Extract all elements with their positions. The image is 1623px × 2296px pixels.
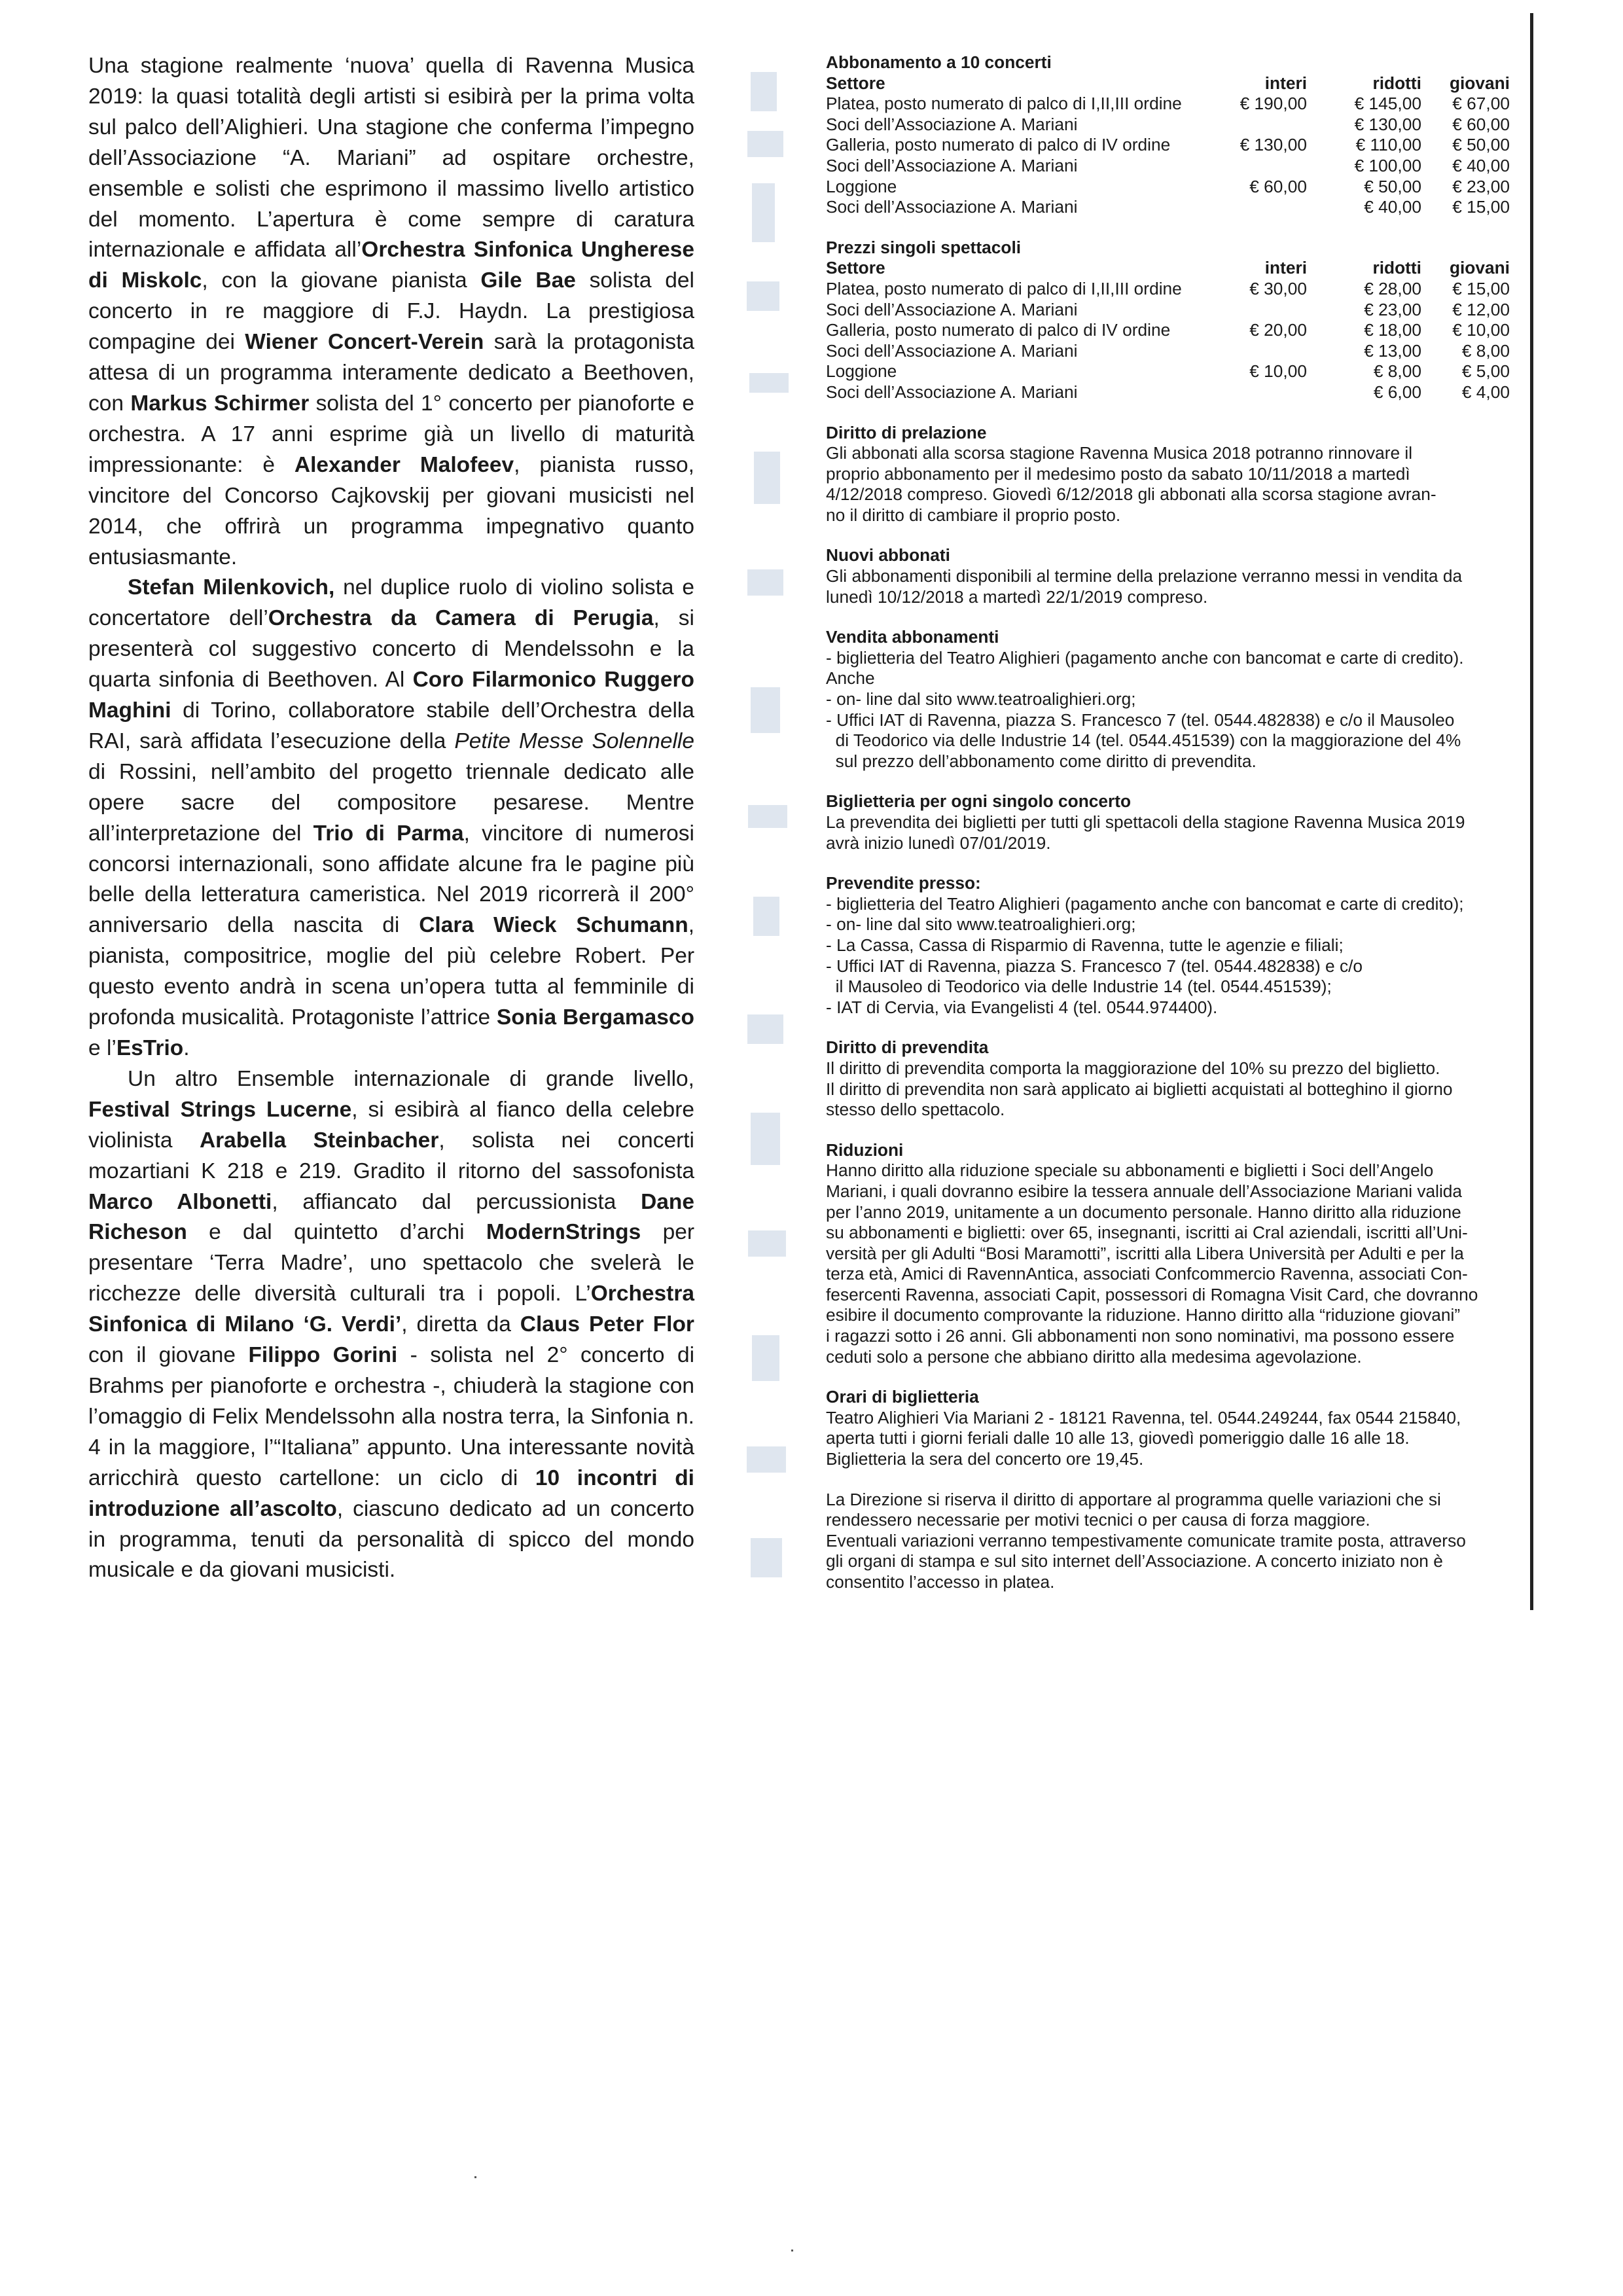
price-cell: € 67,00 <box>1452 94 1510 114</box>
price-cell <box>1212 300 1307 321</box>
info-section <box>826 545 1546 607</box>
price-cell: € 50,00 <box>1452 135 1510 155</box>
price-cell: € 50,00 <box>1364 176 1421 196</box>
section-line: - IAT di Cervia, via Evangelisti 4 (tel. 0544.974400). <box>826 997 1218 1017</box>
price-cell: € 23,00 <box>1364 299 1421 319</box>
text-run: , diretta da <box>401 1312 520 1337</box>
table-row <box>826 135 1546 156</box>
artist-name: Sonia Bergamasco <box>496 1005 694 1030</box>
price-cell: € 130,00 <box>1240 135 1307 155</box>
price-cell: € 60,00 <box>1452 114 1510 134</box>
artist-name: Gile Bae <box>480 268 576 293</box>
price-cell: € 18,00 <box>1364 320 1421 340</box>
price-cell: € 110,00 <box>1355 135 1421 155</box>
price-cell: € 10,00 <box>1249 361 1307 382</box>
section-line: aperta tutti i giorni feriali dalle 10 alle 13, giovedì pomeriggio dalle 16 alle 18. <box>826 1428 1410 1448</box>
artist-name: Wiener Concert-Verein <box>245 330 484 355</box>
text-run: e l’ <box>88 1036 116 1060</box>
info-section <box>826 1037 1546 1120</box>
section-line: - Uffici IAT di Ravenna, piazza S. Francesco 7 (tel. 0544.482838) e c/o <box>826 956 1363 976</box>
info-section <box>826 873 1546 1018</box>
text-run: , pianista, compositrice, moglie del più celebre Robert. Per questo evento andrà in scena un’opera tutta al femminile di profonda musicalità. Protagoniste l’attrice <box>88 913 694 1030</box>
section-line: ceduti solo a persone che abbiano diritto alla medesima agevolazione. <box>826 1346 1362 1367</box>
table-row <box>826 279 1546 300</box>
sector-cell: Soci dell’Associazione A. Mariani <box>826 155 1078 175</box>
sector-cell: Galleria, posto numerato di palco di IV ordine <box>826 320 1171 340</box>
text-run: di Torino, collaboratore stabile dell’Orchestra della RAI, sarà affidata l’esecuzione della <box>88 698 694 753</box>
price-cell: € 6,00 <box>1373 382 1421 402</box>
artist-name: Orchestra da Camera di Perugia <box>268 606 654 631</box>
section-line: terza età, Amici di RavennAntica, associati Confcommercio Ravenna, associati Con- <box>826 1264 1468 1284</box>
intro-paragraph <box>88 1064 694 1586</box>
info-section <box>826 1490 1546 1593</box>
prezzi-table <box>826 258 1546 403</box>
section-line: Gli abbonati alla scorsa stagione Ravenna Musica 2018 potranno rinnovare il <box>826 443 1413 463</box>
artist-name: Orchestra Sinfonica di Milano ‘G. Verdi’ <box>88 1282 694 1337</box>
section-line: gli organi di stampa e sul sito internet dell’Associazione. A concerto iniziato non è <box>826 1551 1443 1571</box>
sector-cell: Loggione <box>826 361 897 382</box>
text-run: di Rossini, nell’ambito del progetto triennale dedicato alle opere sacre del compositore pesarese. Mentre all’interpretazione del <box>88 759 694 846</box>
section-line: - Uffici IAT di Ravenna, piazza S. Francesco 7 (tel. 0544.482838) e c/o il Mausoleo <box>826 709 1455 730</box>
section-line: Gli abbonamenti disponibili al termine della prelazione verranno messi in vendita da <box>826 566 1463 586</box>
scan-speck <box>474 2176 476 2178</box>
section-line: 4/12/2018 compreso. Giovedì 6/12/2018 gli abbonati alla scorsa stagione avran- <box>826 484 1436 505</box>
artist-name: Filippo Gorini <box>248 1343 398 1368</box>
info-sections <box>826 423 1546 1593</box>
price-cell <box>1212 341 1307 362</box>
text-run: , pianista russo, vincitore del Concorso Cajkovskij per giovani musicisti nel 2014, che offrirà un programma impegnativo quanto entusiasmante. <box>88 452 694 569</box>
section-line: il Mausoleo di Teodorico via delle Industrie 14 (tel. 0544.451539); <box>826 977 1332 997</box>
price-cell: € 15,00 <box>1452 278 1510 298</box>
section-line: fesercenti Ravenna, associati Capit, possessori di Romagna Visit Card, che dovranno <box>826 1284 1478 1304</box>
sector-cell: Soci dell’Associazione A. Mariani <box>826 299 1078 319</box>
section-line: di Teodorico via delle Industrie 14 (tel. 0544.451539) con la maggiorazione del 4% <box>826 730 1461 751</box>
section-line: - biglietteria del Teatro Alighieri (pagamento anche con bancomat e carte di credito); <box>826 893 1464 914</box>
price-cell: € 20,00 <box>1249 320 1307 340</box>
sector-cell: Soci dell’Associazione A. Mariani <box>826 114 1078 134</box>
text-run: , si presenterà col suggestivo concerto di Mendelssohn e la quarta sinfonia di Beethoven. Al <box>88 606 694 692</box>
price-cell: € 4,00 <box>1461 382 1510 402</box>
price-cell: € 30,00 <box>1249 278 1307 298</box>
artist-name: Claus Peter Flor <box>520 1312 694 1337</box>
artist-name: Trio di Parma <box>313 821 464 846</box>
sector-cell: Soci dell’Associazione A. Mariani <box>826 382 1078 402</box>
section-line: no il diritto di cambiare il proprio posto. <box>826 505 1121 525</box>
table-row <box>826 156 1546 177</box>
price-cell: € 12,00 <box>1452 299 1510 319</box>
artist-name: Marco Albonetti <box>88 1189 272 1214</box>
abbonamento-section <box>826 52 1546 218</box>
section-line: La Direzione si riserva il diritto di apportare al programma quelle variazioni che si <box>826 1489 1441 1509</box>
artist-name: Markus Schirmer <box>130 391 310 416</box>
section-line: su abbonamenti e biglietti: over 65, insegnanti, iscritti ai Cral aziendali, iscritti all’Uni- <box>826 1223 1468 1243</box>
price-cell: € 28,00 <box>1364 278 1421 298</box>
section-line: Hanno diritto alla riduzione speciale su abbonamenti e biglietti i Soci dell’Angelo <box>826 1160 1434 1181</box>
section-line: i ragazzi sotto i 26 anni. Gli abbonamenti non sono nominativi, ma possono essere <box>826 1326 1455 1346</box>
price-cell <box>1212 115 1307 135</box>
section-title: Riduzioni <box>826 1139 904 1160</box>
sector-cell: Galleria, posto numerato di palco di IV ordine <box>826 135 1171 155</box>
text-run: , vincitore di numerosi concorsi internazionali, sono affidate alcune fra le pagine più belle della letteratura cameristica. Nel 2019 ricorrerà il 200° anniversario della nascita di <box>88 821 695 938</box>
price-cell: € 40,00 <box>1364 197 1421 217</box>
column-header: interi <box>1264 258 1307 278</box>
section-line: La prevendita dei biglietti per tutti gli spettacoli della stagione Ravenna Musica 2019 <box>826 812 1465 832</box>
price-cell: € 100,00 <box>1354 155 1421 175</box>
sector-cell: Platea, posto numerato di palco di I,II,III ordine <box>826 278 1182 298</box>
text-run: . <box>183 1036 190 1060</box>
price-cell: € 40,00 <box>1452 155 1510 175</box>
text-run: solista del concerto in re maggiore di F.J. Haydn. La prestigiosa compagine dei <box>88 268 694 355</box>
info-section <box>826 423 1546 526</box>
section-line: - La Cassa, Cassa di Risparmio di Ravenna, tutte le agenzie e filiali; <box>826 935 1344 955</box>
left-column <box>88 51 694 1586</box>
artist-name: ModernStrings <box>486 1220 641 1245</box>
text-run: per presentare ‘Terra Madre’, uno spettacolo che svelerà le ricchezze delle diversità culturali tra i popoli. L’ <box>88 1220 694 1306</box>
table-header-row <box>826 258 1546 279</box>
table-row <box>826 177 1546 198</box>
section-line: Eventuali variazioni verranno tempestivamente comunicate tramite posta, attraverso <box>826 1530 1466 1551</box>
price-cell: € 8,00 <box>1461 340 1510 361</box>
text-run: nel duplice ruolo di violino solista e concertatore dell’ <box>88 575 694 631</box>
price-cell: € 8,00 <box>1373 361 1421 382</box>
table-row <box>826 320 1546 341</box>
text-run: con il giovane <box>88 1343 249 1368</box>
section-line: esibire il documento comprovante la riduzione. Hanno diritto alla “riduzione giovani” <box>826 1305 1461 1325</box>
text-run: , ciascuno dedicato ad un concerto in programma, tenuti da personalità di spicco del mondo musicale e da giovani musicisti. <box>88 1496 694 1583</box>
section-line: Il diritto di prevendita non sarà applicato ai biglietti acquistati al botteghino il giorno <box>826 1079 1453 1099</box>
text-run: sarà la protagonista attesa di un programma interamente dedicato a Beethoven, con <box>88 330 695 416</box>
price-cell <box>1212 382 1307 403</box>
section-line: Il diritto di prevendita comporta la maggiorazione del 10% su prezzo del biglietto. <box>826 1058 1440 1078</box>
scan-speck <box>791 2250 793 2251</box>
section-line: Biglietteria la sera del concerto ore 19,45. <box>826 1449 1144 1469</box>
column-header: giovani <box>1449 258 1510 278</box>
section-line: Mariani, i quali dovranno esibire la tessera annuale dell’Associazione Mariani valida <box>826 1181 1463 1201</box>
text-run: - solista nel 2° concerto di Brahms per pianoforte e orchestra -, chiuderà la stagione con l’omaggio di Felix Mendelssohn alla nostra terra, la Sinfonia n. 4 in la maggiore, l’“Italiana” appunto. Una interessante novità arricchirà questo cartellone: un ciclo di <box>88 1343 695 1490</box>
info-section <box>826 1387 1546 1469</box>
artist-name: EsTrio <box>116 1036 184 1060</box>
price-cell: € 15,00 <box>1452 197 1510 217</box>
price-cell: € 130,00 <box>1354 114 1421 134</box>
text-run: Petite Messe Solennelle <box>454 728 694 753</box>
text-run: e dal quintetto d’archi <box>187 1220 486 1245</box>
intro-paragraph <box>88 573 694 1064</box>
sector-cell: Soci dell’Associazione A. Mariani <box>826 340 1078 361</box>
abbonamento-title: Abbonamento a 10 concerti <box>826 52 1052 72</box>
sector-cell: Platea, posto numerato di palco di I,II,III ordine <box>826 94 1182 114</box>
table-row <box>826 197 1546 218</box>
sector-cell: Soci dell’Associazione A. Mariani <box>826 197 1078 217</box>
artist-name: Coro Filarmonico Ruggero Maghini <box>88 668 694 723</box>
section-line: - on- line dal sito www.teatroalighieri.org; <box>826 689 1136 709</box>
table-row <box>826 115 1546 135</box>
table-header-row <box>826 73 1546 94</box>
section-line: Teatro Alighieri Via Mariani 2 - 18121 Ravenna, tel. 0544.249244, fax 0544 215840, <box>826 1407 1461 1427</box>
section-line: Anche <box>826 668 875 689</box>
page-edge-line <box>1530 13 1533 1610</box>
section-line: per l’anno 2019, unitamente a un documento personale. Hanno diritto alla riduzione <box>826 1202 1461 1222</box>
artist-name: Festival Strings Lucerne <box>88 1097 352 1122</box>
section-line: consentito l’accesso in platea. <box>826 1572 1055 1592</box>
section-title: Diritto di prelazione <box>826 422 987 442</box>
table-row <box>826 382 1546 403</box>
text-run: , solista nei concerti mozartiani K 218 e 219. Gradito il ritorno del sassofonista <box>88 1128 694 1183</box>
text-run: , con la giovane pianista <box>202 268 481 293</box>
section-title: Diritto di prevendita <box>826 1037 989 1058</box>
intro-paragraph <box>88 51 694 573</box>
price-cell: € 5,00 <box>1461 361 1510 382</box>
artist-name: Dane Richeson <box>88 1189 695 1245</box>
section-title: Nuovi abbonati <box>826 545 950 565</box>
abbonamento-table <box>826 73 1546 218</box>
section-line: versità per gli Adulti “Bosi Maramotti”, iscritti alla Libera Università per Adulti e per la <box>826 1243 1464 1263</box>
artist-name: 10 incontri di introduzione all’ascolto <box>88 1465 694 1521</box>
text-run: , affiancato dal percussionista <box>272 1189 641 1214</box>
table-row <box>826 94 1546 115</box>
column-header: Settore <box>826 258 885 278</box>
price-cell: € 13,00 <box>1364 340 1421 361</box>
price-cell: € 60,00 <box>1249 176 1307 196</box>
table-row <box>826 300 1546 321</box>
info-section <box>826 627 1546 772</box>
table-row <box>826 361 1546 382</box>
column-header: Settore <box>826 73 885 93</box>
text-run: , si esibirà al fianco della celebre violinista <box>88 1097 694 1153</box>
section-line: stesso dello spettacolo. <box>826 1100 1005 1120</box>
section-line: - biglietteria del Teatro Alighieri (pagamento anche con bancomat e carte di credito). <box>826 647 1464 668</box>
price-cell: € 190,00 <box>1240 94 1307 114</box>
info-section <box>826 791 1546 853</box>
section-line: lunedì 10/12/2018 a martedì 22/1/2019 compreso. <box>826 586 1208 607</box>
section-line: proprio abbonamento per il medesimo posto da sabato 10/11/2018 a martedì <box>826 463 1410 484</box>
text-run: Un altro Ensemble internazionale di grande livello, <box>128 1066 694 1091</box>
section-line: rendessero necessarie per motivi tecnici o per causa di forza maggiore. <box>826 1510 1370 1530</box>
column-header: giovani <box>1449 73 1510 93</box>
artist-name: Arabella Steinbacher <box>199 1128 439 1153</box>
section-title: Vendita abbonamenti <box>826 627 999 647</box>
fold-shadow <box>744 33 796 1610</box>
price-cell: € 10,00 <box>1452 320 1510 340</box>
info-section <box>826 1140 1546 1368</box>
price-cell: € 23,00 <box>1452 176 1510 196</box>
artist-name: Alexander Malofeev <box>294 452 514 477</box>
price-cell: € 145,00 <box>1354 94 1421 114</box>
price-cell <box>1212 197 1307 218</box>
text-run: Una stagione realmente ‘nuova’ quella di Ravenna Musica 2019: la quasi totalità degli artisti si esibirà per la prima volta sul palco dell’Alighieri. Una stagione che conferma l’impegno dell’Associazione “A. Mariani” ad ospitare orchestre, ensemble e solisti che esprimono il massimo livello artistico del momento. L’apertura è come sempre di caratura internazionale e affidata all’ <box>88 54 694 262</box>
section-title: Biglietteria per ogni singolo concerto <box>826 791 1132 812</box>
artist-name: Orchestra Sinfonica Ungherese di Miskolc <box>88 238 694 293</box>
prezzi-section <box>826 238 1546 403</box>
section-title: Prevendite presso: <box>826 873 981 893</box>
column-header: ridotti <box>1372 258 1421 278</box>
section-line: avrà inizio lunedì 07/01/2019. <box>826 833 1051 853</box>
section-title: Orari di biglietteria <box>826 1387 979 1407</box>
column-header: interi <box>1264 73 1307 93</box>
prezzi-title: Prezzi singoli spettacoli <box>826 237 1022 257</box>
artist-name: Clara Wieck Schumann <box>419 913 688 938</box>
price-cell <box>1212 156 1307 177</box>
section-line: sul prezzo dell’abbonamento come diritto di prevendita. <box>826 751 1257 771</box>
right-column <box>826 52 1546 1613</box>
table-row <box>826 341 1546 362</box>
section-line: - on- line dal sito www.teatroalighieri.org; <box>826 914 1136 935</box>
column-header: ridotti <box>1372 73 1421 93</box>
artist-name: Stefan Milenkovich, <box>128 575 335 600</box>
text-run: solista del 1° concerto per pianoforte e orchestra. A 17 anni esprime già un livello di maturità impressionante: è <box>88 391 694 477</box>
sector-cell: Loggione <box>826 176 897 196</box>
